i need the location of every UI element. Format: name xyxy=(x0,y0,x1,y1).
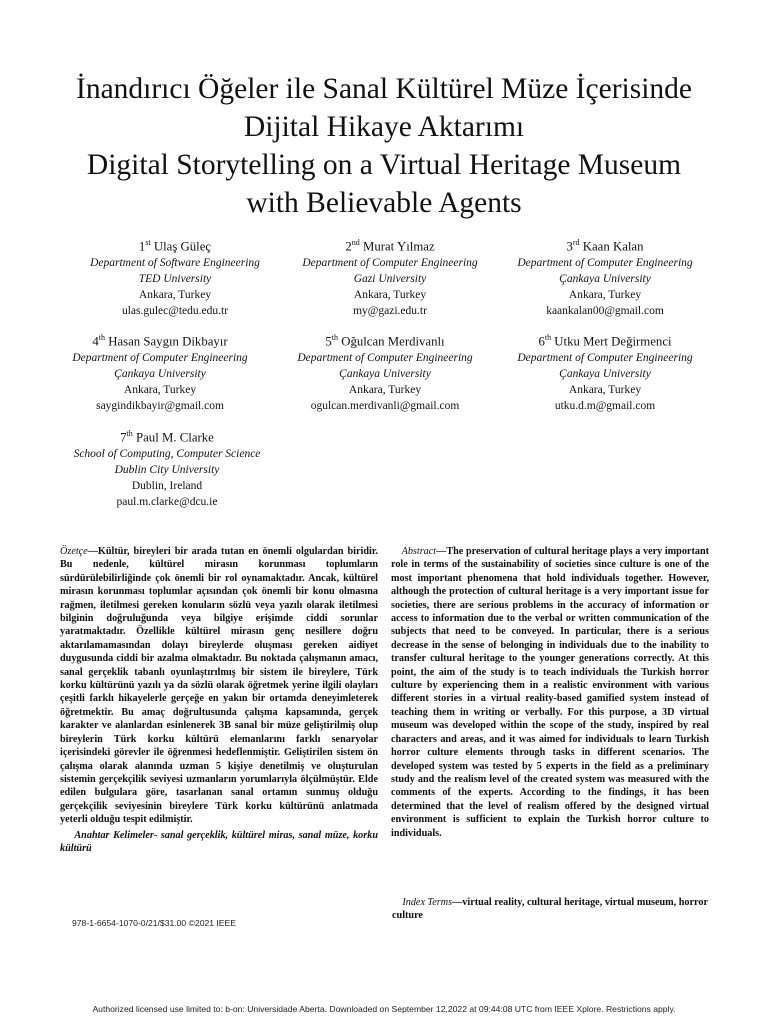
abstract-section xyxy=(391,545,709,840)
author-email: my@gazi.edu.tr xyxy=(353,305,427,318)
author-block-5 xyxy=(270,329,500,414)
author-name: 4th Hasan Saygın Dikbayır xyxy=(92,333,228,349)
anahtar-kelimeler xyxy=(60,829,378,856)
author-location: Ankara, Turkey xyxy=(138,289,212,302)
author-name: 6th Utku Mert Değirmenci xyxy=(538,333,672,349)
author-department: Department of Software Engineering xyxy=(90,257,260,270)
author-email: ogulcan.merdivanli@gmail.com xyxy=(310,400,460,413)
author-block-7 xyxy=(52,425,282,510)
author-department: Department of Computer Engineering xyxy=(302,257,478,270)
abstract-paragraph xyxy=(391,545,709,840)
author-block-4 xyxy=(45,329,275,414)
author-department: School of Computing, Computer Science xyxy=(73,448,261,461)
author-university: Çankaya University xyxy=(559,273,651,286)
license-footer: Authorized licensed use limited to: b-on: Universidade Aberta. Downloaded on September 12,2022 at 09:44:08 UTC from IEEE Xplore. Restrictions apply. xyxy=(92,1004,676,1014)
author-name: 7th Paul M. Clarke xyxy=(120,429,214,445)
author-email: kaankalan00@gmail.com xyxy=(546,305,664,318)
author-department: Department of Computer Engineering xyxy=(297,352,473,365)
author-department: Department of Computer Engineering xyxy=(72,352,248,365)
paper-title xyxy=(20,70,748,222)
author-email: saygindikbayir@gmail.com xyxy=(96,400,224,413)
author-university: Gazi University xyxy=(353,273,427,286)
author-department: Department of Computer Engineering xyxy=(517,257,693,270)
author-location: Dublin, Ireland xyxy=(131,480,203,493)
author-block-1 xyxy=(60,234,290,319)
ozetce-paragraph xyxy=(60,545,378,827)
index-terms-text: —virtual reality, cultural heritage, virtual museum, horror culture xyxy=(392,897,708,922)
author-location: Ankara, Turkey xyxy=(353,289,427,302)
author-name: 1st Ulaş Güleç xyxy=(138,238,212,254)
index-terms-lead: Index Terms xyxy=(402,897,453,908)
author-location: Ankara, Turkey xyxy=(348,384,422,397)
author-email: paul.m.clarke@dcu.ie xyxy=(116,496,218,509)
author-name: 2nd Murat Yılmaz xyxy=(345,238,435,254)
author-location: Ankara, Turkey xyxy=(123,384,197,397)
ozetce-text: —Kültür, bireyleri bir arada tutan en önemli olgulardan biridir. Bu nedenle, kültürel mirasın korunması toplumların sürdürülebilirliğinde çok önemli bir rol oynamaktadır. Ancak, kültürel mirasın korunması toplumlar açısından çok önemli bir konu olmasına rağmen, iletilmesi gereken konuların sözlü veya yazılı olarak iletilmesi bilginin doğruluğunda veya bilgiye erişimde ciddi sorunlar yaratmaktadır. Özellikle kültürel mirasın genç nesillere doğru aktarılamamasından dolayı bireylerde oluşması gereken aidiyet duygusunda ciddi bir azalma olmaktadır. Bu noktada çalışmanın amacı, sanal gerçeklik tabanlı oyunlaştırılmış bir sistem ile bireylere, Türk korku kültürünü yazılı ya da sözlü olarak öğretmek yerine ilgili olayları çeşitli farklı hikayelerle gerçeğe en yakın bir ortamda deneyimleterek öğretmektir. Bu amaç doğrultusunda çalışma kapsamında, gerçek karakter ve alanlardan esinlenerek 3B sanal bir müze geliştirilmiş olup bireylerin Türk korku kültürü elemanlarını farklı senaryolar içerisindeki görevler ile öğrenmesi hedeflenmiştir. Geliştirilen sistem ön çalışma olarak alanında uzman 5 kişiye denetilmiş ve oluşturulan sistemin gerçekçilik seviyesi uzmanların yorumlarıyla ölçülmüştür. Elde edilen bulgulara göre, tasarlanan sanal ortamın sunmuş olduğu gerçekçilik seviyesinin bireylere Türk korku kültürünü anlatmada yeterli olduğu tespit edilmiştir. xyxy=(60,546,378,826)
index-terms xyxy=(392,896,708,923)
author-block-3 xyxy=(490,234,720,319)
author-email: ulas.gulec@tedu.edu.tr xyxy=(121,305,229,318)
anahtar-text: - sanal gerçeklik, kültürel miras, sanal müze, korku kültürü xyxy=(60,829,378,854)
title-line-4: with Believable Agents xyxy=(246,187,522,219)
title-line-3: Digital Storytelling on a Virtual Heritage Museum xyxy=(86,149,682,181)
copyright-notice: 978-1-6654-1070-0/21/$31.00 ©2021 IEEE xyxy=(72,918,237,928)
author-university: Çankaya University xyxy=(114,368,206,381)
author-location: Ankara, Turkey xyxy=(568,384,642,397)
ozetce-lead: Özetçe xyxy=(60,546,88,557)
author-university: Çankaya University xyxy=(339,368,431,381)
abstract-text: —The preservation of cultural heritage plays a very important role in terms of the sustainability of societies since culture is one of the most important phenomena that hold individuals together. However, although the protection of cultural heritage is a very important issue for societies, there are serious problems in the accuracy of information or access to information due to the verbal or written communication of the subjects that need to be conveyed. In particular, there is a serious decrease in the sense of belonging in individuals due to the inability to transfer cultural heritage to the younger generations correctly. At this point, the aim of the study is to teach individuals the Turkish horror culture by experiencing them in a realistic environment with various different stories in a virtual reality-based gamified system instead of teaching them in writing or verbally. For this purpose, a 3D virtual museum was developed within the scope of the study, inspired by real characters and areas, and it was aimed for individuals to learn Turkish horror culture elements through tasks in different scenarios. The developed system was tested by 5 experts in the field as a preliminary study and the realism level of the created system was measured with the comments of the experts. According to the findings, it has been determined that the level of realism offered by the designed virtual environment is sufficient to explain the Turkish horror culture to individuals. xyxy=(391,546,709,839)
title-line-2: Dijital Hikaye Aktarımı xyxy=(243,111,525,143)
author-name: 3rd Kaan Kalan xyxy=(566,238,644,254)
author-block-2 xyxy=(275,234,505,319)
abstract-lead: Abstract xyxy=(401,546,437,557)
ozetce-section xyxy=(60,545,378,855)
author-university: Çankaya University xyxy=(559,368,651,381)
title-line-1: İnandırıcı Öğeler ile Sanal Kültürel Müze İçerisinde xyxy=(76,73,692,105)
author-department: Department of Computer Engineering xyxy=(517,352,693,365)
author-email: utku.d.m@gmail.com xyxy=(554,400,656,413)
author-university: TED University xyxy=(138,273,212,286)
author-block-6 xyxy=(490,329,720,414)
author-location: Ankara, Turkey xyxy=(568,289,642,302)
author-name: 5th Oğulcan Merdivanlı xyxy=(325,333,445,349)
anahtar-lead: Anahtar Kelimeler xyxy=(74,829,154,841)
author-university: Dublin City University xyxy=(114,464,220,477)
